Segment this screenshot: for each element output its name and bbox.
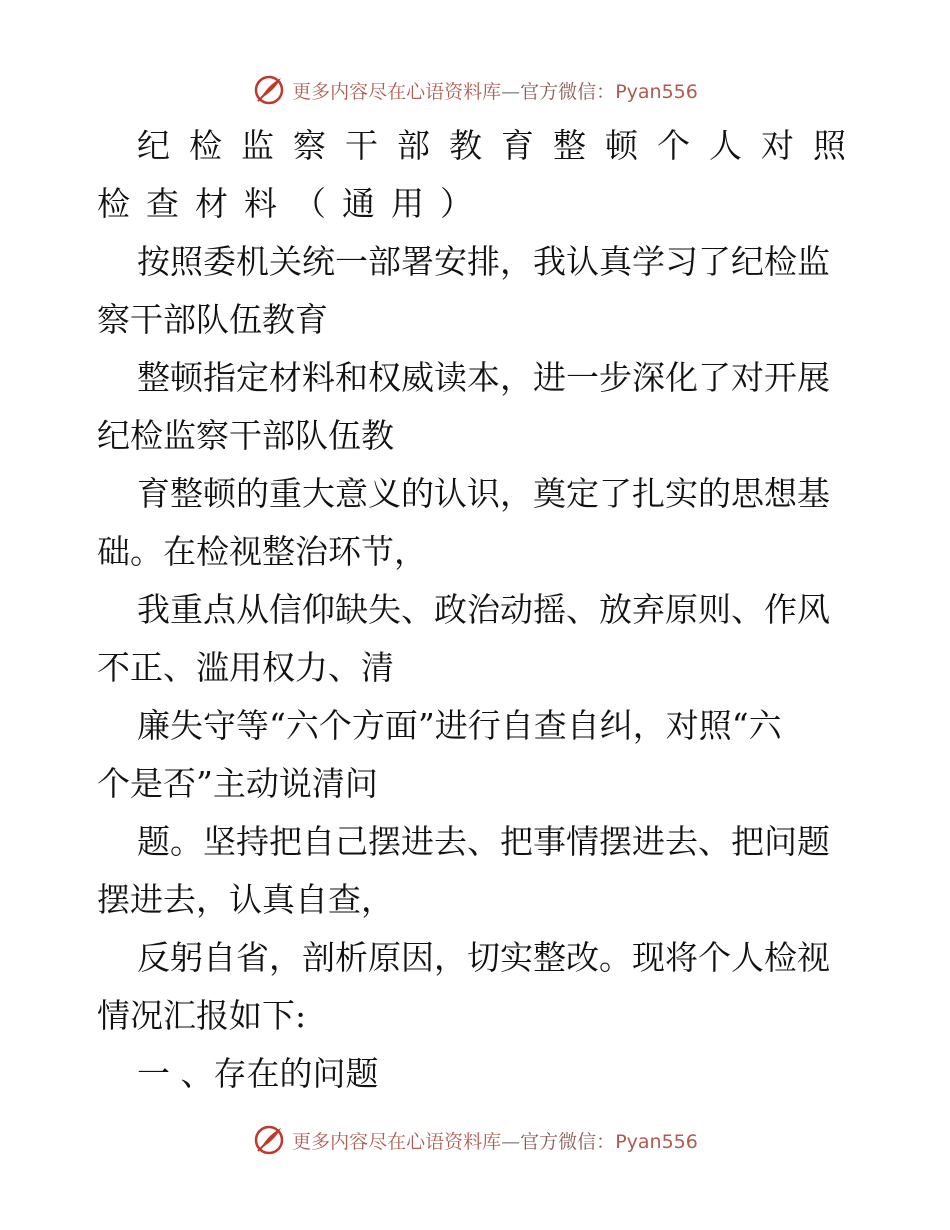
- watermark-wechat-label: 官方微信：: [520, 1130, 616, 1153]
- section-heading: 一 、存在的问题: [137, 1054, 379, 1093]
- paragraph-line: 反躬自省，剖析原因，切实整改。现将个人检视: [137, 938, 830, 977]
- footer-watermark: [0, 1120, 950, 1160]
- header-watermark: [0, 70, 950, 110]
- paragraph-line: 整顿指定材料和权威读本，进一步深化了对开展: [137, 358, 830, 397]
- paragraph-line: 个是否”主动说清问: [97, 764, 378, 803]
- paragraph-line: 情况汇报如下:: [97, 996, 307, 1035]
- watermark-dash: —: [501, 1130, 521, 1153]
- document-title-line1: 纪检监察干部教育整顿个人对照: [137, 126, 865, 165]
- paragraph-line: 我重点从信仰缺失、政治动摇、放弃原则、作风: [137, 590, 830, 629]
- paragraph-line: 纪检监察干部队伍教: [97, 416, 394, 455]
- watermark-site: 更多内容尽在心语资料库: [292, 80, 502, 103]
- watermark-wechat-label: 官方微信：: [520, 80, 616, 103]
- watermark-site: 更多内容尽在心语资料库: [292, 1130, 502, 1153]
- paragraph-line: 察干部队伍教育: [97, 300, 328, 339]
- paragraph-line: 础。在检视整治环节，: [97, 532, 427, 571]
- feather-logo-icon: [252, 1123, 286, 1157]
- watermark-text: [292, 1127, 698, 1154]
- paragraph-line: 题。坚持把自己摆进去、把事情摆进去、把问题: [137, 822, 830, 861]
- watermark-account: Pyan556: [615, 80, 698, 103]
- watermark-dash: —: [501, 80, 521, 103]
- watermark-account: Pyan556: [615, 1130, 698, 1153]
- feather-logo-icon: [252, 73, 286, 107]
- paragraph-line: 不正、滥用权力、清: [97, 648, 394, 687]
- paragraph-line: 按照委机关统一部署安排，我认真学习了纪检监: [137, 242, 830, 281]
- watermark-text: [292, 77, 698, 104]
- paragraph-line: 摆进去，认真自查，: [97, 880, 394, 919]
- document-title-line2: 检查材料（通用）: [97, 184, 489, 223]
- paragraph-line: 育整顿的重大意义的认识，奠定了扎实的思想基: [137, 474, 830, 513]
- paragraph-line: 廉失守等“六个方面”进行自查自纠，对照“六: [137, 706, 782, 745]
